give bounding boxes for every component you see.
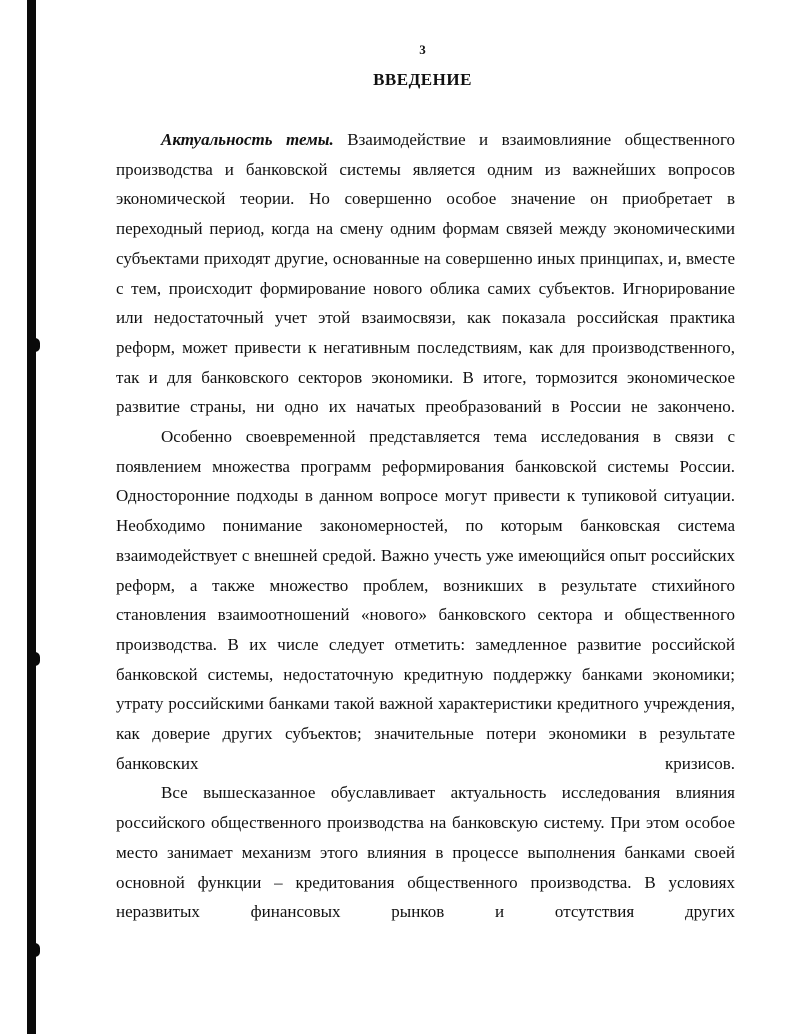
- scan-left-edge: [27, 0, 36, 1034]
- paragraph: [116, 778, 735, 927]
- paragraph-text: Взаимодействие и взаимовлияние общественного производства и банковской системы является одним из важнейших вопросов экономической теории. Но совершенно особое значение он приобретает в переходный период, когда на смену одним формам связей между экономическими субъектами приходят другие, основанные на совершенно иных принципах, и, вместе с тем, происходит формирование нового облика самих субъектов. Игнорирование или недостаточный учет этой взаимосвязи, как показала российская практика реформ, может привести к негативным последствиям, как для производственного, так и для банковского секторов экономики. В итоге, тормозится экономическое развитие страны, ни одно их начатых преобразований в России не закончено.: [116, 130, 735, 417]
- scan-edge-mark: [33, 338, 40, 352]
- body-text: [116, 125, 735, 927]
- paragraph: [116, 125, 735, 422]
- page-number: 3: [419, 42, 426, 57]
- paragraph-text: Особенно своевременной представляется тема исследования в связи с появлением множества программ реформирования банковской системы России. Односторонние подходы в данном вопросе могут привести к тупиковой ситуации. Необходимо понимание закономерностей, по которым банковская система взаимодействует с внешней средой. Важно учесть уже имеющийся опыт российских реформ, а также множество проблем, возникших в результате стихийного становления взаимоотношений «нового» банковского сектора и общественного производства. В их числе следует отметить: замедленное развитие российской банковской системы, недостаточную кредитную поддержку банками экономики; утрату российскими банками такой важной характеристики кредитного учреждения, как доверие других субъектов; значительные потери экономики в результате банковских кризисов.: [116, 427, 735, 773]
- paragraph: [116, 422, 735, 778]
- page-heading: ВВЕДЕНИЕ: [373, 70, 472, 89]
- scan-edge-mark: [33, 943, 40, 957]
- paragraph-lead: Актуальность темы.: [161, 130, 334, 149]
- scan-edge-mark: [33, 652, 40, 666]
- paragraph-text: Все вышесказанное обуславливает актуальность исследования влияния российского общественного производства на банковскую систему. При этом особое место занимает механизм этого влияния в процессе выполнения банками своей основной функции – кредитования общественного производства. В условиях неразвитых финансовых рынков и отсутствия других: [116, 783, 735, 922]
